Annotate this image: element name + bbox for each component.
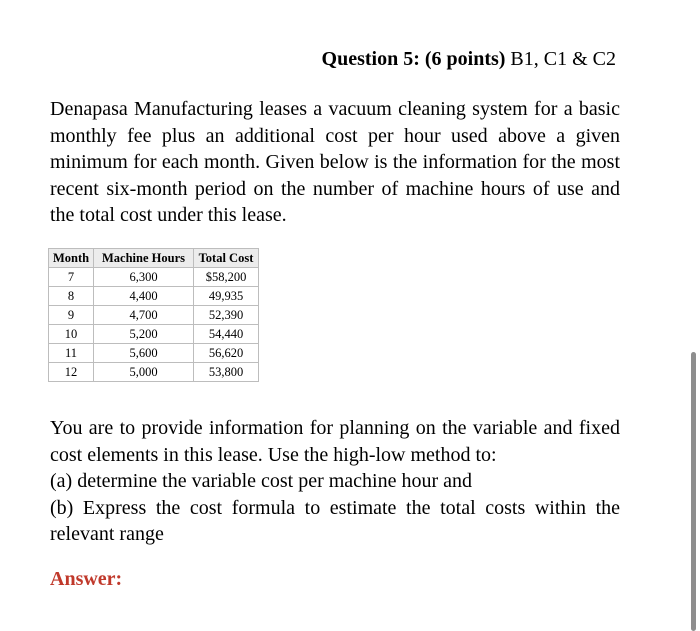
- question-header: [322, 46, 616, 72]
- column-header-total-cost: Total Cost: [194, 249, 259, 268]
- table-row: [49, 306, 259, 325]
- cell-machine-hours: 5,600: [94, 344, 194, 363]
- cell-machine-hours: 6,300: [94, 268, 194, 287]
- cell-total-cost: $58,200: [194, 268, 259, 287]
- instruction-part-b: (b) Express the cost formula to estimate the total costs within the relevant range: [50, 496, 620, 545]
- lease-data-table: [48, 248, 259, 382]
- question-title: Question 5: (6 points): [321, 48, 506, 70]
- instruction-part-a: (a) determine the variable cost per machine hour and: [50, 470, 473, 492]
- cell-total-cost: 52,390: [194, 306, 259, 325]
- cell-machine-hours: 4,400: [94, 287, 194, 306]
- table-row: [49, 325, 259, 344]
- table-row: [49, 287, 259, 306]
- cell-month: 10: [49, 325, 94, 344]
- answer-label: Answer:: [50, 568, 123, 590]
- cell-month: 11: [49, 344, 94, 363]
- table-row: [49, 268, 259, 287]
- learning-outcomes: B1, C1 & C2: [505, 48, 616, 70]
- cell-total-cost: 49,935: [194, 287, 259, 306]
- cell-month: 9: [49, 306, 94, 325]
- table-header-row: [49, 249, 259, 268]
- table-row: [49, 363, 259, 382]
- instructions-intro: You are to provide information for planning on the variable and fixed cost elements in this lease. Use the high-low method to:: [50, 417, 620, 466]
- cell-total-cost: 56,620: [194, 344, 259, 363]
- cell-machine-hours: 4,700: [94, 306, 194, 325]
- cell-machine-hours: 5,200: [94, 325, 194, 344]
- cell-total-cost: 54,440: [194, 325, 259, 344]
- vertical-scrollbar[interactable]: [691, 352, 696, 631]
- cell-month: 8: [49, 287, 94, 306]
- cell-month: 7: [49, 268, 94, 287]
- column-header-month: Month: [49, 249, 94, 268]
- cell-machine-hours: 5,000: [94, 363, 194, 382]
- intro-paragraph: Denapasa Manufacturing leases a vacuum cleaning system for a basic monthly fee plus an additional cost per hour used above a given minimum for each month. Given below is the information for the most recent six-month period on the number of machine hours of use and the total cost under this lease.: [50, 98, 620, 226]
- column-header-machine-hours: Machine Hours: [94, 249, 194, 268]
- instructions-block: [50, 415, 620, 548]
- cell-month: 12: [49, 363, 94, 382]
- table-row: [49, 344, 259, 363]
- cell-total-cost: 53,800: [194, 363, 259, 382]
